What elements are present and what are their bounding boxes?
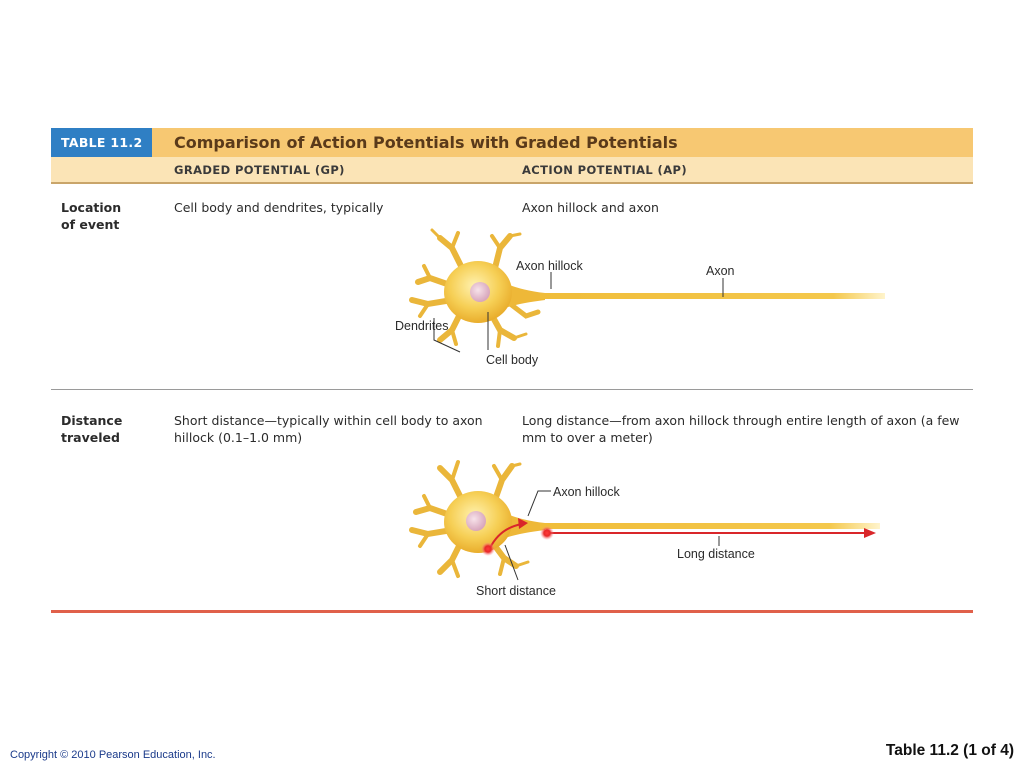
label-long-distance: Long distance xyxy=(677,547,755,561)
column-header-action-potential: ACTION POTENTIAL (AP) xyxy=(522,163,687,177)
label-axon-hillock-2: Axon hillock xyxy=(553,485,620,499)
table-title: Comparison of Action Potentials with Graded Potentials xyxy=(174,133,678,152)
nucleus-shape-2 xyxy=(466,511,486,531)
axon-shape-2 xyxy=(540,523,880,529)
label-axon: Axon xyxy=(706,264,735,278)
nucleus-shape xyxy=(470,282,490,302)
slide-label: Table 11.2 (1 of 4) xyxy=(885,742,1014,759)
neuron-diagram-distance xyxy=(412,462,880,598)
label-axon-hillock: Axon hillock xyxy=(516,259,583,273)
row-label-location: Location of event xyxy=(61,200,122,232)
axon-shape xyxy=(540,293,885,299)
leader-lines-2 xyxy=(505,491,719,580)
cell-distance-gp: Short distance—typically within cell body to axon hillock (0.1–1.0 mm) xyxy=(174,413,483,445)
column-header-graded-potential: GRADED POTENTIAL (GP) xyxy=(174,163,345,177)
long-distance-arrowhead xyxy=(864,528,876,538)
action-potential-spot xyxy=(540,526,554,540)
table-number-tag: TABLE 11.2 xyxy=(51,128,152,157)
cell-location-ap: Axon hillock and axon xyxy=(522,200,659,215)
label-cell-body: Cell body xyxy=(486,353,539,367)
row-label-distance: Distance traveled xyxy=(61,413,123,445)
label-short-distance: Short distance xyxy=(476,584,556,598)
cell-distance-ap: Long distance—from axon hillock through entire length of axon (a few mm to over a meter) xyxy=(522,413,960,445)
cell-location-gp: Cell body and dendrites, typically xyxy=(174,200,384,215)
copyright-notice: Copyright © 2010 Pearson Education, Inc. xyxy=(10,749,216,761)
graded-potential-spot xyxy=(481,542,495,556)
neuron-diagram-location xyxy=(395,230,885,367)
label-dendrites: Dendrites xyxy=(395,319,449,333)
